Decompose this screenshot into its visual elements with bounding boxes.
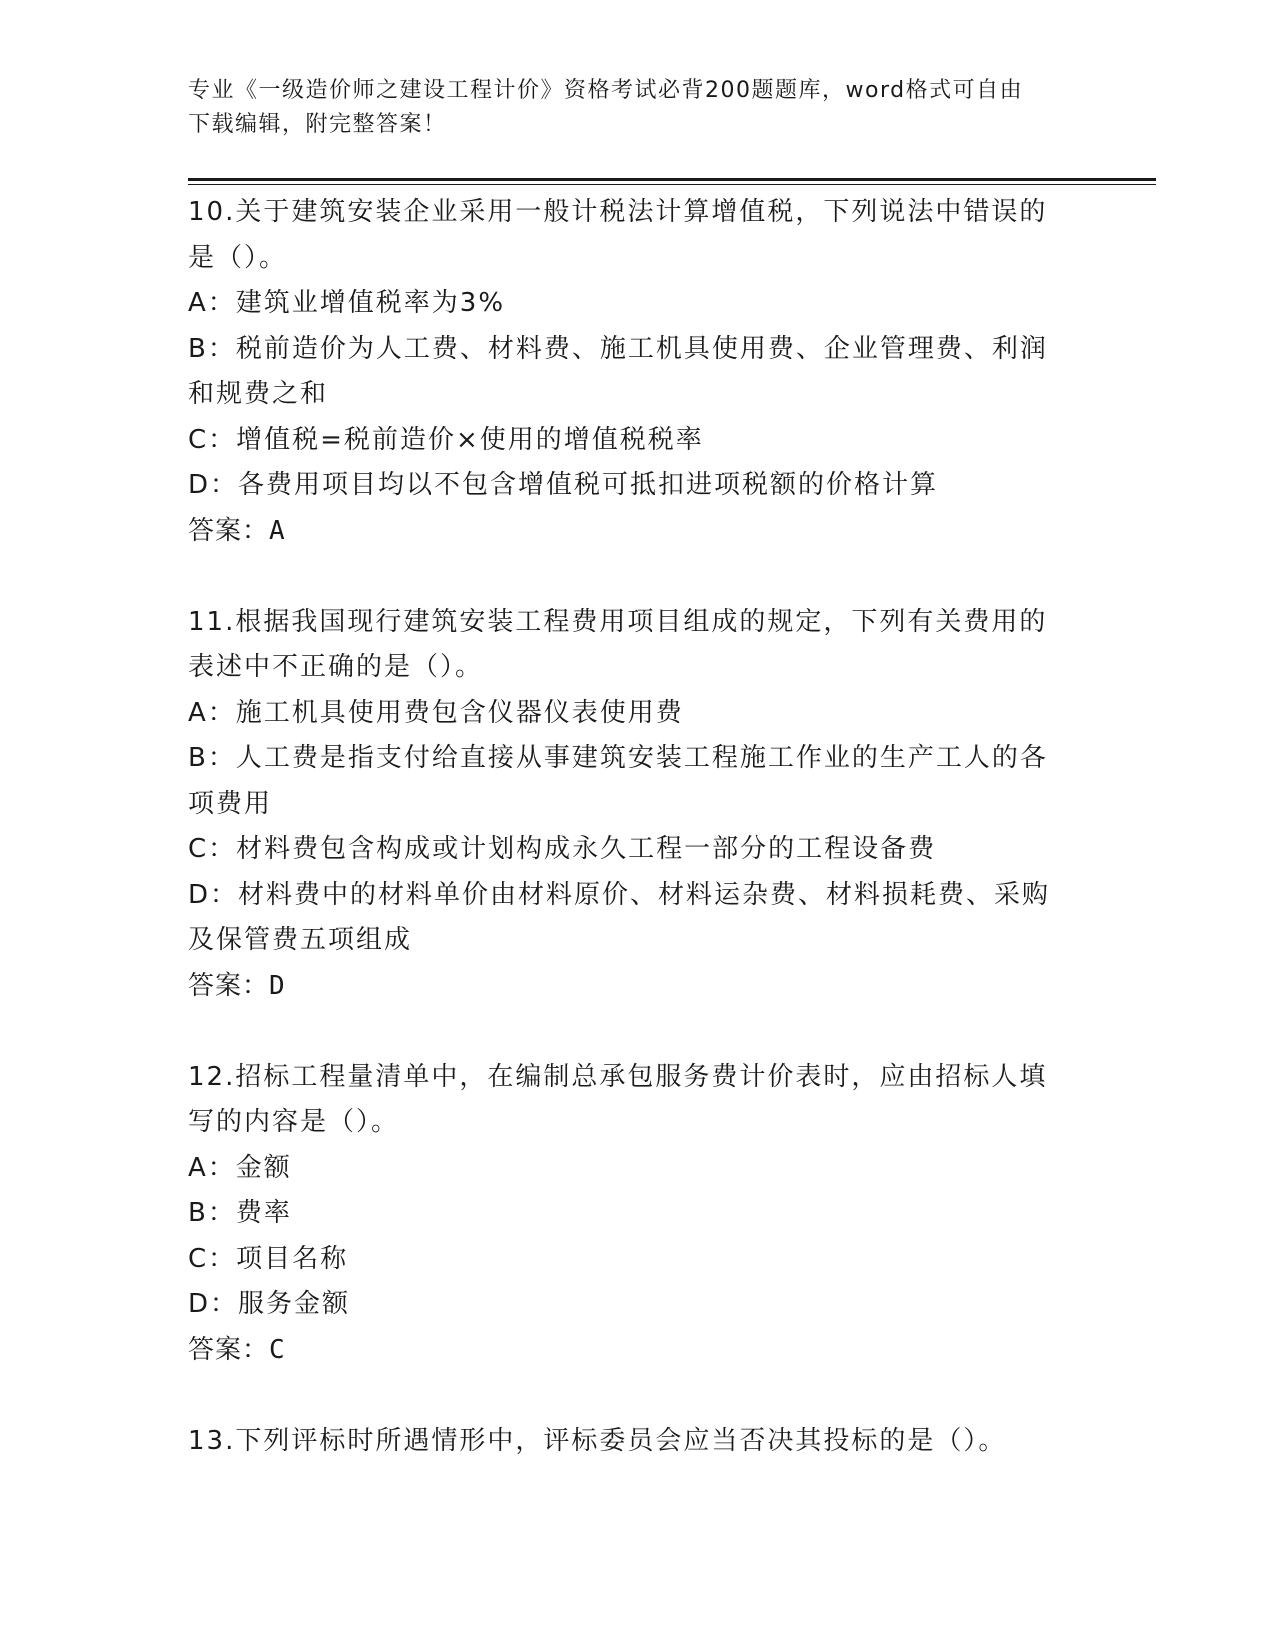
answer-line: [188, 509, 1078, 555]
question-11: [188, 600, 1078, 1010]
option-d: D：服务金额: [188, 1289, 351, 1319]
answer-line: [188, 1328, 1078, 1374]
answer-label: 答案：: [188, 515, 270, 546]
question-stem-line: 写的内容是（）。: [188, 1107, 400, 1137]
answer-value: A: [269, 515, 286, 546]
spacer: [188, 1009, 1078, 1055]
option-a: A：金额: [188, 1152, 292, 1183]
question-stem-line: 是（）。: [188, 242, 288, 273]
option-c: C：增值税=税前造价×使用的增值税税率: [188, 424, 704, 455]
spacer: [188, 1373, 1078, 1419]
option-b-continued: 项费用: [188, 788, 273, 819]
option-b: B：税前造价为人工费、材料费、施工机具使用费、企业管理费、利润: [188, 333, 1048, 364]
option-d-continued: 及保管费五项组成: [188, 925, 413, 955]
option-b-continued: 和规费之和: [188, 379, 329, 409]
question-13: [188, 1419, 1078, 1465]
question-stem-line: 表述中不正确的是（）。: [188, 652, 484, 682]
answer-value: D: [269, 970, 286, 1001]
option-d: D：材料费中的材料单价由材料原价、材料运杂费、材料损耗费、采购: [188, 879, 1051, 910]
question-stem-line: 10.关于建筑安装企业采用一般计税法计算增值税，下列说法中错误的: [188, 197, 1048, 227]
option-c: C：材料费包含构成或计划构成永久工程一部分的工程设备费: [188, 834, 937, 864]
document-header: [188, 74, 1068, 142]
header-rule-thin: [188, 184, 1156, 185]
question-12: [188, 1055, 1078, 1374]
answer-value: C: [269, 1334, 286, 1365]
option-d: D：各费用项目均以不包含增值税可抵扣进项税额的价格计算: [188, 470, 939, 500]
question-stem-line: 11.根据我国现行建筑安装工程费用项目组成的规定，下列有关费用的: [188, 606, 1048, 637]
option-b: B：费率: [188, 1198, 292, 1228]
header-line-2: 下载编辑，附完整答案！: [188, 112, 447, 137]
answer-label: 答案：: [188, 970, 270, 1001]
question-stem-line: 12.招标工程量清单中，在编制总承包服务费计价表时，应由招标人填: [188, 1061, 1048, 1092]
question-stem-line: 13.下列评标时所遇情形中，评标委员会应当否决其投标的是（）。: [188, 1425, 1007, 1456]
answer-label: 答案：: [188, 1334, 270, 1365]
option-a: A：施工机具使用费包含仪器仪表使用费: [188, 697, 684, 728]
answer-line: [188, 964, 1078, 1010]
question-10: [188, 190, 1078, 554]
header-line-1: 专业《一级造价师之建设工程计价》资格考试必背200题题库，word格式可自由: [188, 78, 1024, 103]
option-c: C：项目名称: [188, 1243, 349, 1274]
option-a: A：建筑业增值税率为3%: [188, 288, 506, 318]
spacer: [188, 554, 1078, 600]
option-b: B：人工费是指支付给直接从事建筑安装工程施工作业的生产工人的各: [188, 743, 1048, 773]
header-rule-thick: [188, 178, 1156, 181]
question-list: [188, 190, 1078, 1464]
